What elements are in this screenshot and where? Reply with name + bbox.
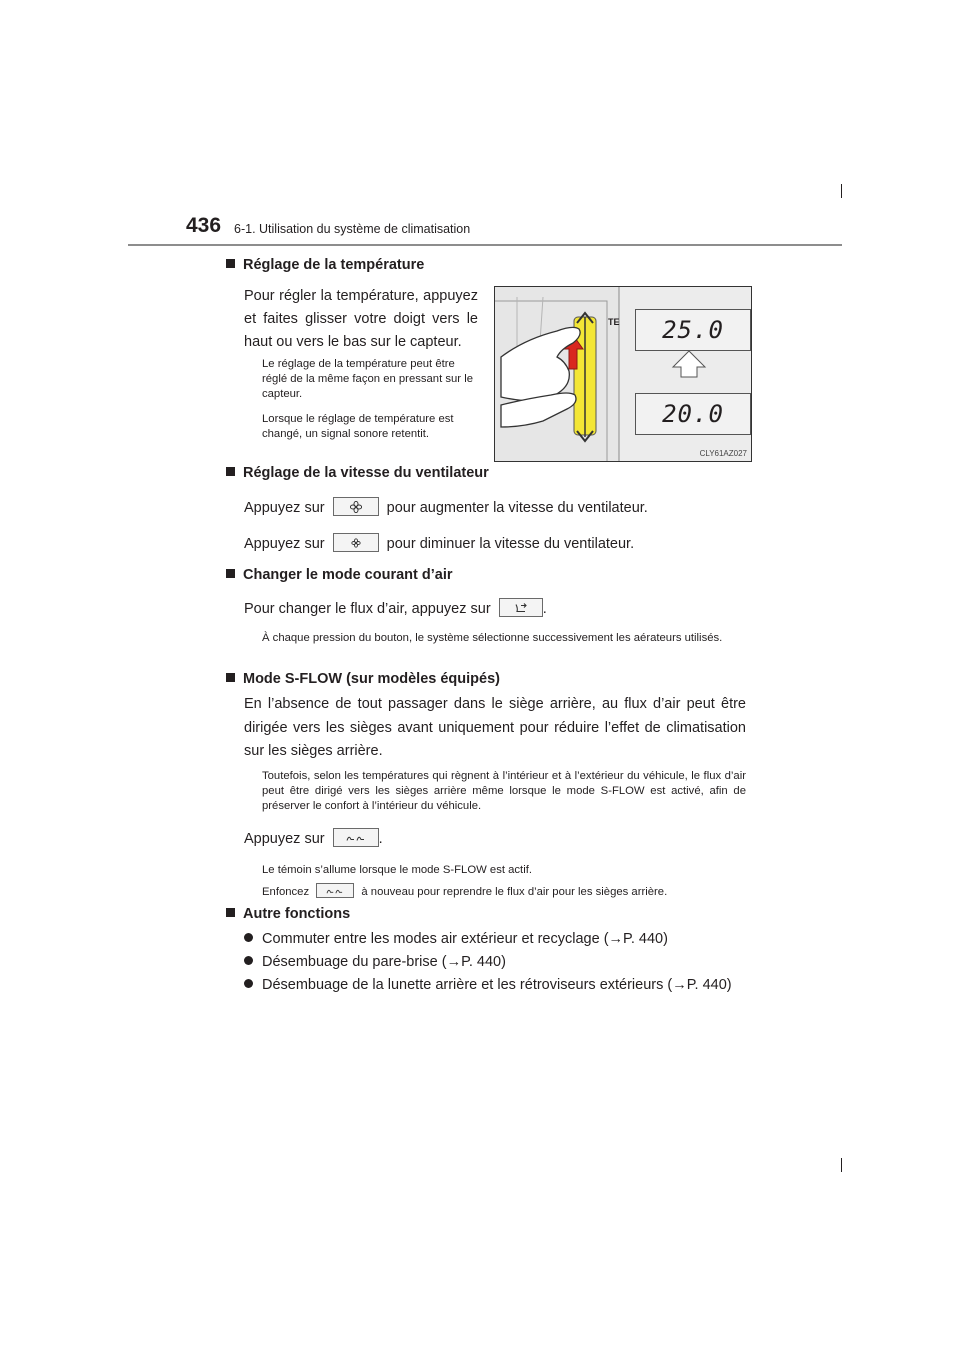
heading-temperature: Réglage de la température xyxy=(226,257,424,273)
s-flow-body: En l’absence de tout passager dans le siège arrière, au flux d’air peut être dirigée vers les sièges avant uniquement pour réduire l’effet de climatisation sur les sièges arrière. xyxy=(244,696,746,759)
list-item: Commuter entre les modes air extérieur et recyclage (→P. 440) xyxy=(244,928,668,951)
fan-low-icon xyxy=(351,538,360,547)
crop-mark-bottom xyxy=(841,1158,842,1172)
airflow-note: À chaque pression du bouton, le système sélectionne successivement les aérateurs utilisés. xyxy=(262,632,723,644)
fan-decrease-button[interactable] xyxy=(333,533,379,552)
page-number: 436 xyxy=(186,214,222,237)
airflow-mode-icon xyxy=(513,602,529,613)
s-flow-button[interactable] xyxy=(333,828,379,847)
bullet-icon xyxy=(244,956,253,965)
square-bullet-icon xyxy=(226,569,235,578)
s-flow-note-2: Le témoin s’allume lorsque le mode S-FLOW est actif. xyxy=(262,864,532,876)
temperature-body: Pour régler la température, appuyez et faites glisser votre doigt vers le haut ou vers le bas sur le capteur. xyxy=(244,288,478,350)
s-flow-icon xyxy=(346,833,366,842)
s-flow-note-3: Enfoncez à nouveau pour reprendre le flux d’air pour les sièges arrière. xyxy=(262,883,667,900)
crop-mark-top xyxy=(841,184,842,198)
temperature-note-1: Le réglage de la température peut être réglé de la même façon en pressant sur le capteur. xyxy=(262,358,473,400)
bullet-icon xyxy=(244,933,253,942)
square-bullet-icon xyxy=(226,259,235,268)
figure-code: CLY61AZ027 xyxy=(699,449,747,458)
s-flow-press-line: Appuyez sur . xyxy=(244,828,383,851)
display-low: 20.0 xyxy=(635,393,751,435)
s-flow-button-inline[interactable] xyxy=(316,883,354,898)
fan-increase-line: Appuyez sur pour augmenter la vitesse du ventilateur. xyxy=(244,497,648,520)
display-high: 25.0 xyxy=(635,309,751,351)
figure-label: TE xyxy=(608,317,620,327)
heading-other-functions: Autre fonctions xyxy=(226,906,350,922)
s-flow-icon xyxy=(326,887,344,895)
header-rule xyxy=(128,244,842,246)
square-bullet-icon xyxy=(226,673,235,682)
heading-fan-speed: Réglage de la vitesse du ventilateur xyxy=(226,465,489,481)
list-item: Désembuage de la lunette arrière et les rétroviseurs extérieurs (→P. 440) xyxy=(244,974,732,997)
airflow-mode-button[interactable] xyxy=(499,598,543,617)
fan-decrease-line: Appuyez sur pour diminuer la vitesse du ventilateur. xyxy=(244,533,634,556)
heading-s-flow: Mode S-FLOW (sur modèles équipés) xyxy=(226,671,500,687)
temperature-note-2: Lorsque le réglage de température est changé, un signal sonore retentit. xyxy=(262,413,454,440)
bullet-icon xyxy=(244,979,253,988)
fan-increase-button[interactable] xyxy=(333,497,379,516)
heading-airflow-mode: Changer le mode courant d’air xyxy=(226,567,453,583)
square-bullet-icon xyxy=(226,908,235,917)
section-title: 6-1. Utilisation du système de climatisation xyxy=(234,222,471,236)
s-flow-note: Toutefois, selon les températures qui règnent à l’intérieur et à l’extérieur du véhicule, le flux d’air peut être dirigé vers les sièges arrière même lorsque le mode S-FLOW est activé, afin de préserver le confort à l’intérieur du véhicule. xyxy=(262,770,746,812)
list-item: Désembuage du pare-brise (→P. 440) xyxy=(244,951,506,974)
temperature-sensor-illustration xyxy=(494,286,752,462)
square-bullet-icon xyxy=(226,467,235,476)
fan-high-icon xyxy=(350,501,362,513)
airflow-line: Pour changer le flux d’air, appuyez sur . xyxy=(244,598,547,621)
